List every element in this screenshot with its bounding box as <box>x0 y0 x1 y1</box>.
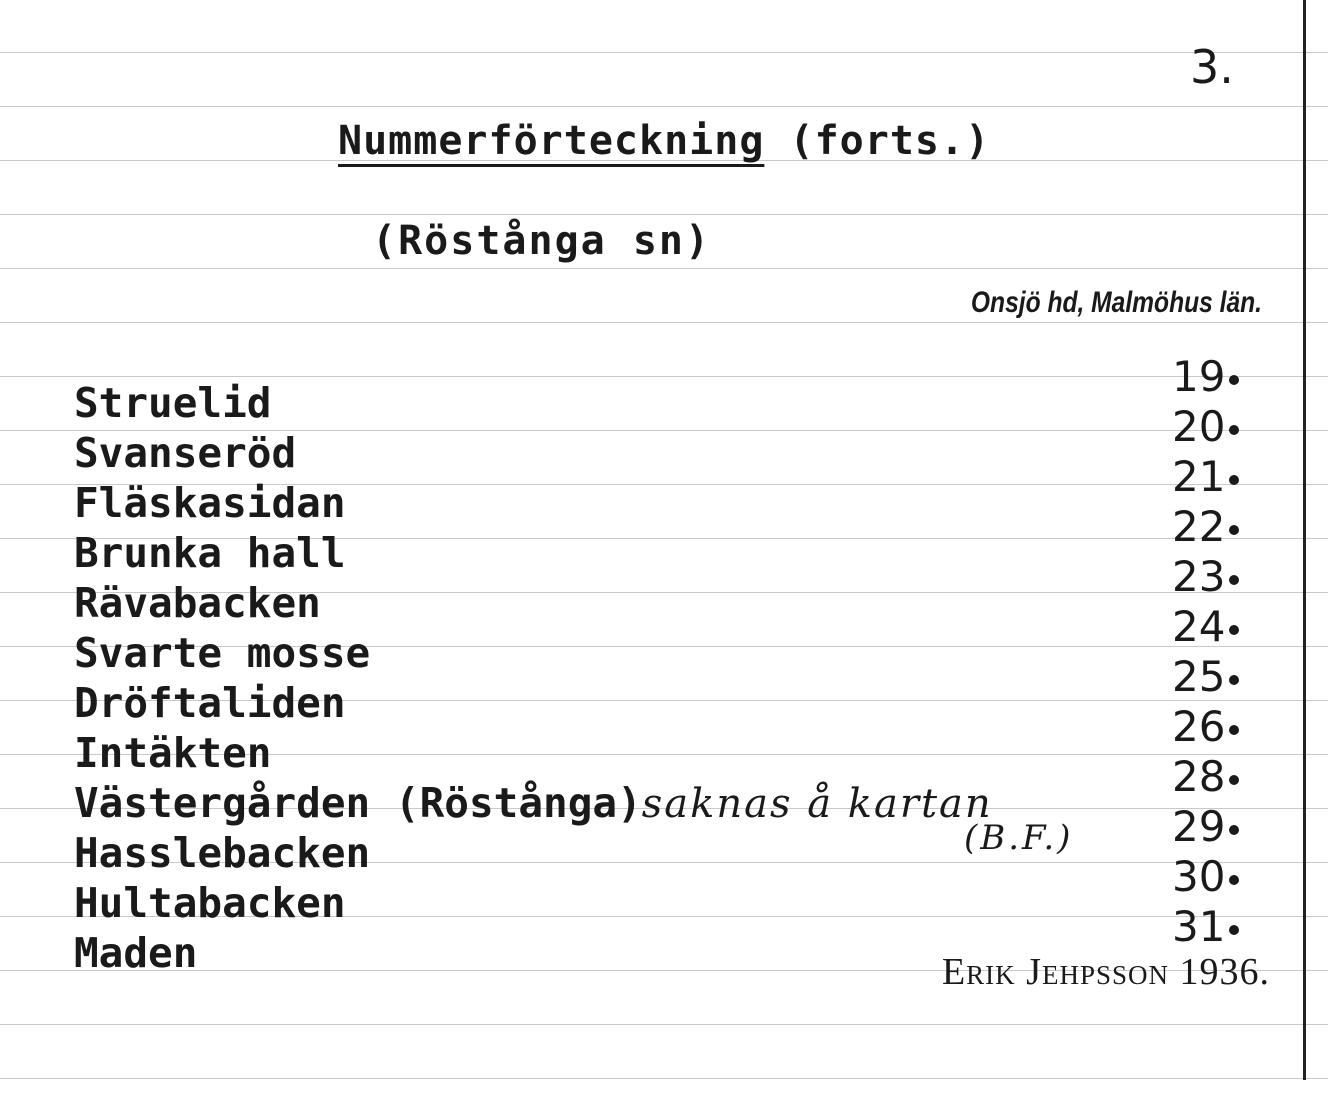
place-name: Svanseröd <box>74 429 297 477</box>
dot-icon <box>1229 775 1239 785</box>
ruled-line <box>0 1024 1328 1025</box>
place-name: Brunka hall <box>74 529 346 577</box>
place-number: 22 <box>1172 502 1226 551</box>
parish-heading: (Röstånga sn) <box>372 218 712 264</box>
dot-icon <box>1229 475 1239 485</box>
place-name: Västergården <box>74 779 371 827</box>
place-number: 21 <box>1172 452 1226 501</box>
ruled-line <box>0 106 1328 107</box>
dot-icon <box>1229 425 1239 435</box>
title-underlined: Nummerförteckning <box>338 118 765 164</box>
place-number: 25 <box>1172 652 1226 701</box>
ruled-line <box>0 376 1328 377</box>
dot-icon <box>1229 575 1239 585</box>
list-item <box>1172 702 1239 752</box>
row-note-typed: (Röstånga) <box>394 779 642 827</box>
dot-icon <box>1229 375 1239 385</box>
place-number: 19 <box>1172 352 1226 401</box>
list-item <box>74 478 993 528</box>
list-item <box>74 878 993 928</box>
list-item <box>74 728 993 778</box>
dot-icon <box>1229 875 1239 885</box>
list-item <box>1172 652 1239 702</box>
place-name: Intäkten <box>74 729 272 777</box>
list-item <box>74 678 993 728</box>
place-number: 31 <box>1172 902 1226 951</box>
place-number: 29 <box>1172 802 1226 851</box>
title-rest: (forts.) <box>764 118 991 164</box>
place-name: Hultabacken <box>74 879 346 927</box>
place-name: Hasslebacken <box>74 829 371 877</box>
list-item <box>1172 802 1239 852</box>
list-item <box>74 778 993 828</box>
dot-icon <box>1229 625 1239 635</box>
list-item <box>74 628 993 678</box>
place-number: 26 <box>1172 702 1226 751</box>
list-item <box>1172 902 1239 952</box>
list-item <box>1172 352 1239 402</box>
list-item <box>1172 752 1239 802</box>
list-item <box>1172 602 1239 652</box>
list-item <box>74 528 993 578</box>
dot-icon <box>1229 925 1239 935</box>
place-name: Dröftaliden <box>74 679 346 727</box>
dot-icon <box>1229 525 1239 535</box>
place-number: 24 <box>1172 602 1226 651</box>
place-number: 20 <box>1172 402 1226 451</box>
list-item <box>1172 852 1239 902</box>
list-item <box>74 578 993 628</box>
page-number: 3. <box>1190 40 1234 94</box>
dot-icon <box>1229 825 1239 835</box>
dot-icon <box>1229 675 1239 685</box>
place-name: Struelid <box>74 379 272 427</box>
list-item <box>1172 452 1239 502</box>
author-signature: Erik Jehpsson 1936. <box>941 951 1270 993</box>
ruled-line <box>0 322 1328 323</box>
list-item <box>1172 502 1239 552</box>
handwritten-initials: (B.F.) <box>964 818 1074 858</box>
page-title <box>338 118 990 164</box>
ruled-line <box>0 214 1328 215</box>
ruled-line <box>0 268 1328 269</box>
list-item <box>74 428 993 478</box>
place-number-list <box>1172 352 1239 952</box>
district-label: Onsjö hd, Malmöhus län. <box>970 286 1262 319</box>
place-name: Svarte mosse <box>74 629 371 677</box>
list-item <box>74 828 993 878</box>
place-number: 23 <box>1172 552 1226 601</box>
dot-icon <box>1229 725 1239 735</box>
place-name: Rävabacken <box>74 579 321 627</box>
card-edge <box>1303 0 1306 1080</box>
list-item <box>1172 402 1239 452</box>
list-item <box>74 378 993 428</box>
ruled-line <box>0 52 1328 53</box>
place-number: 28 <box>1172 752 1226 801</box>
handwritten-note: saknas å kartan <box>641 781 993 827</box>
ruled-line <box>0 1078 1328 1079</box>
list-item <box>1172 552 1239 602</box>
place-name-list <box>74 378 993 978</box>
list-item <box>74 928 993 978</box>
place-number: 30 <box>1172 852 1226 901</box>
place-name: Fläskasidan <box>74 479 346 527</box>
place-name: Maden <box>74 929 198 977</box>
